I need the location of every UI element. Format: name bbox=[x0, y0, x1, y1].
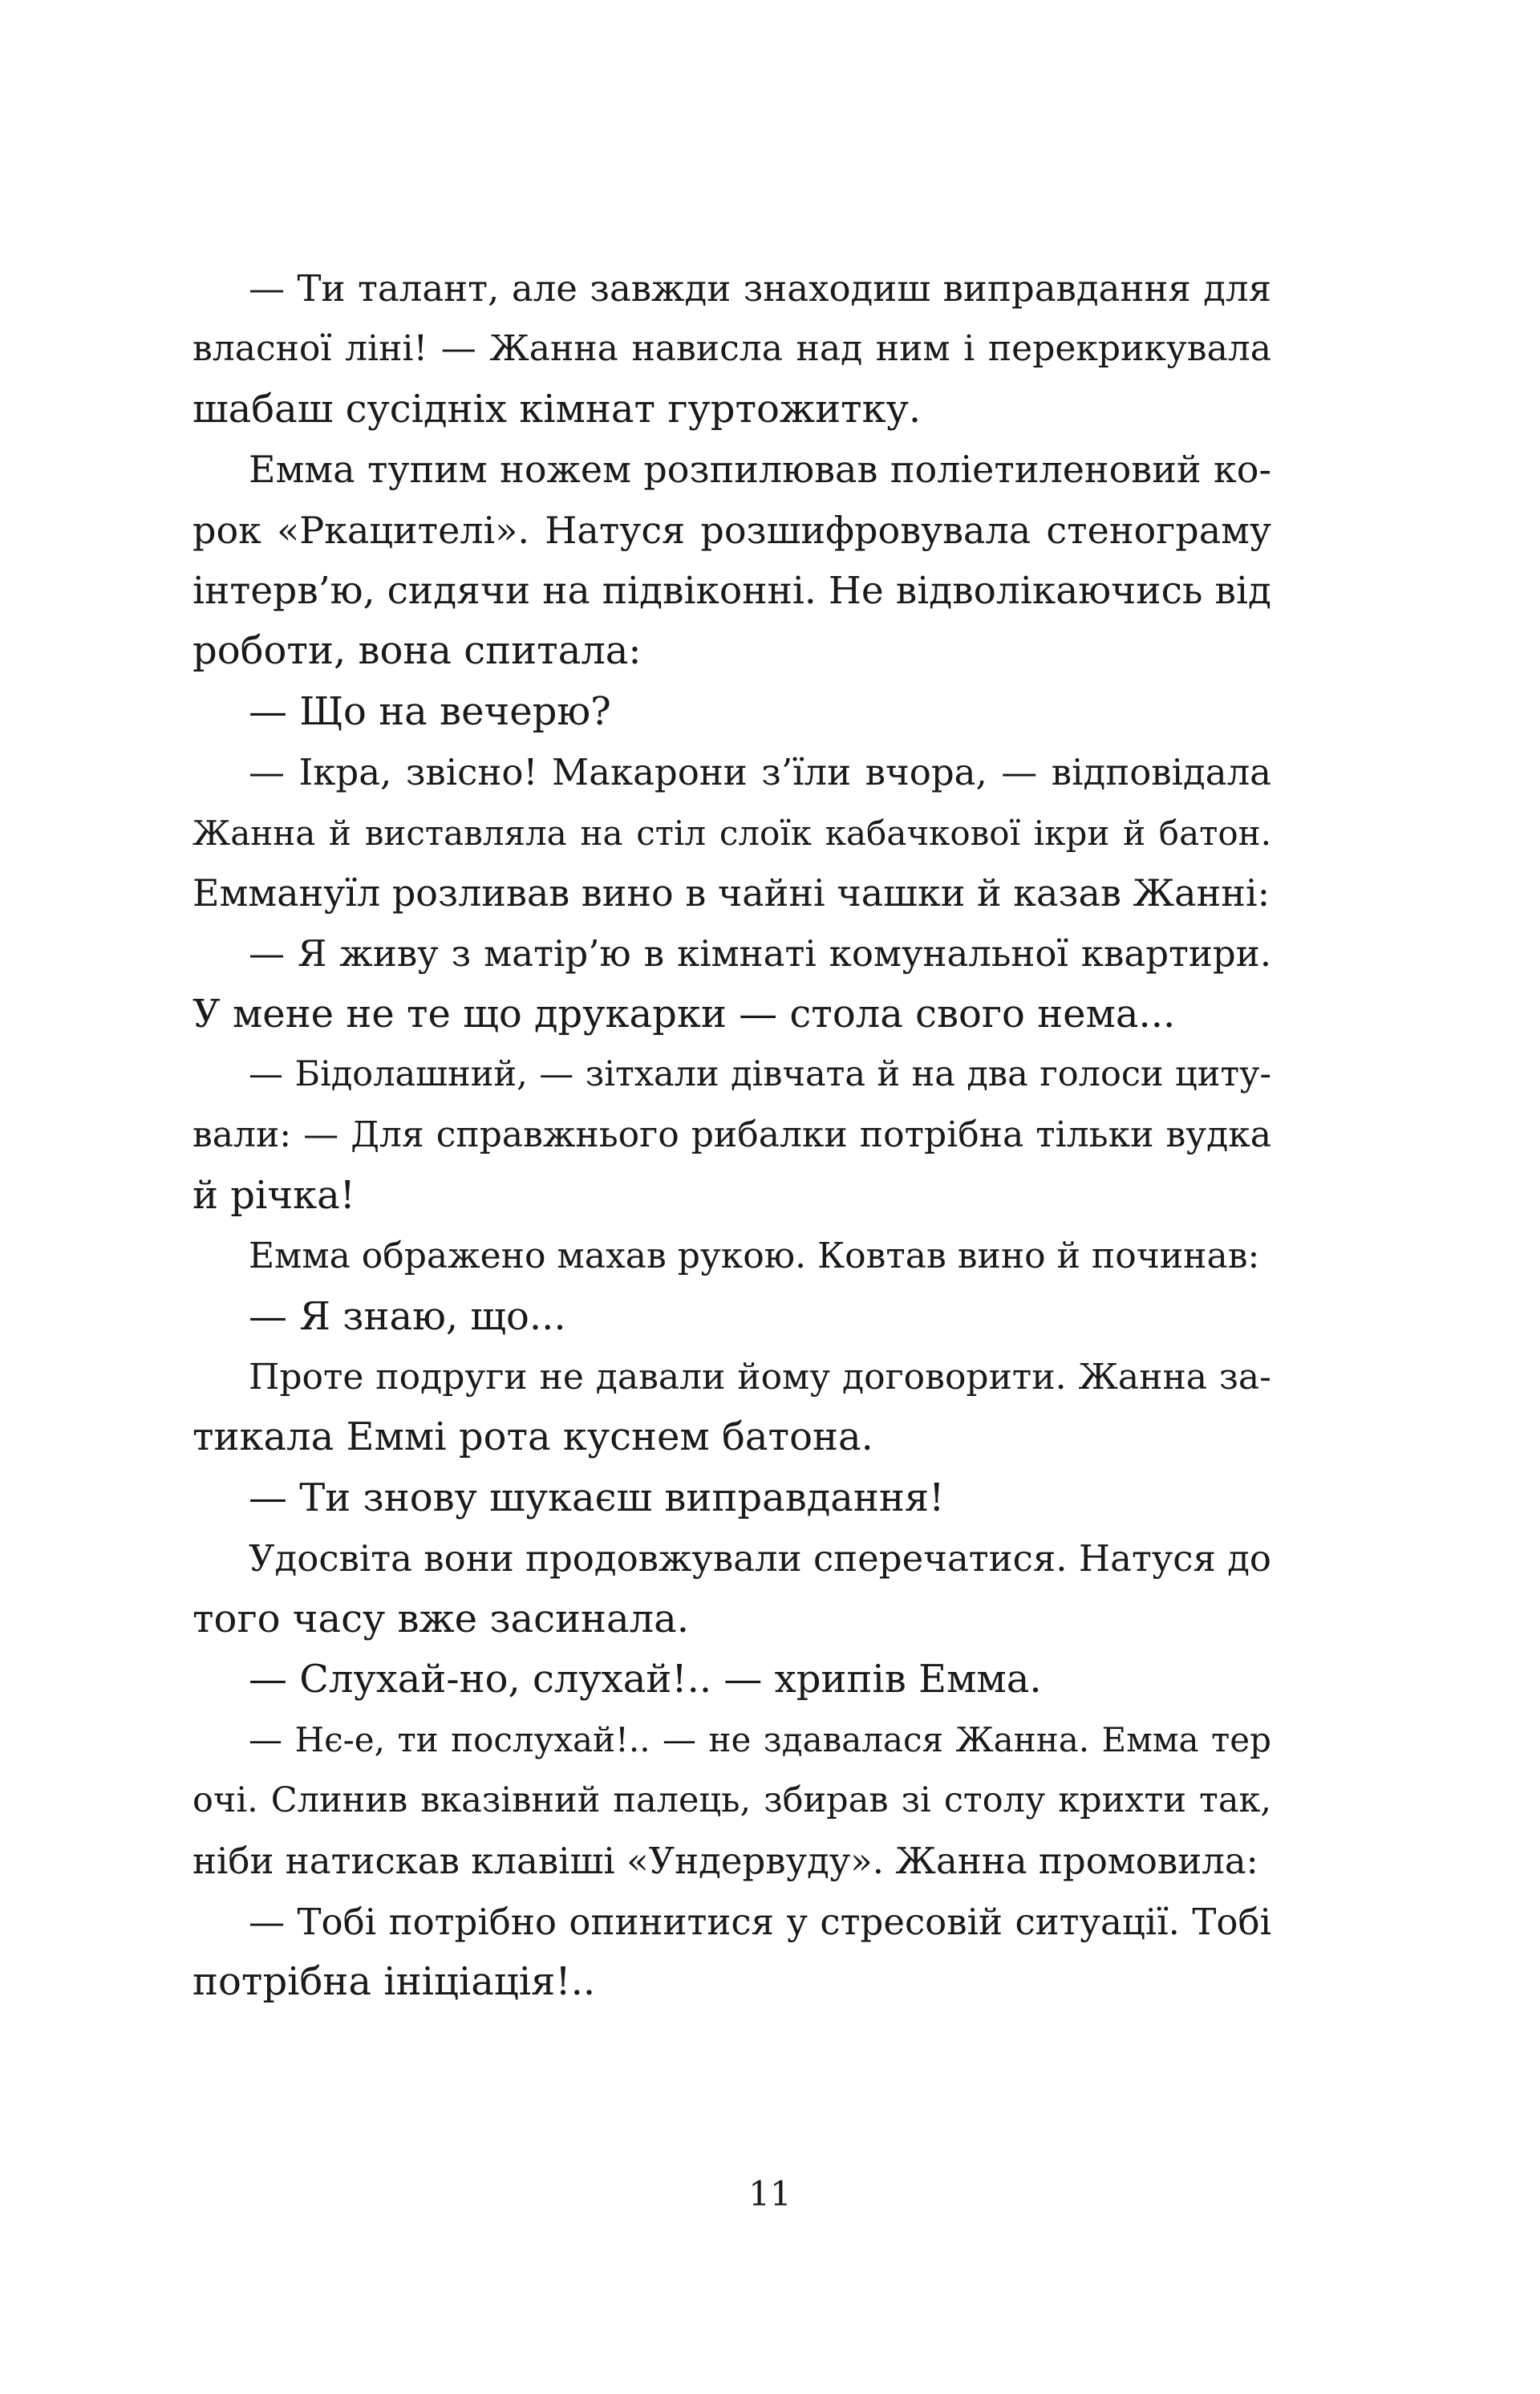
text-line: — Я живу з матір’ю в кімнаті комунальної квартири. bbox=[249, 932, 1271, 976]
text-line: — Ти знову шукаєш виправдання! bbox=[249, 1475, 945, 1520]
text-line: вали: — Для справжнього рибалки потрібна тільки вудка bbox=[192, 1114, 1271, 1156]
text-line: — Ікра, звісно! Макарони з’їли вчора, — відповідала bbox=[249, 751, 1271, 794]
text-line: тикала Еммі рота куснем батона. bbox=[192, 1414, 873, 1460]
text-line: Жанна й виставляла на стіл слоїк кабачкової ікри й батон. bbox=[192, 813, 1271, 853]
text-line: У мене не те що друкарки — стола свого нема... bbox=[192, 991, 1176, 1037]
text-line: Емма ображено махав рукою. Ковтав вино й починав: bbox=[249, 1236, 1260, 1277]
text-line: Емма тупим ножем розпилював поліетиленовий ко- bbox=[249, 448, 1271, 492]
text-line: — Слухай-но, слухай!.. — хрипів Емма. bbox=[249, 1656, 1042, 1702]
page-number: 11 bbox=[748, 2174, 792, 2213]
text-line: — Бідолашний, — зітхали дівчата й на два голоси циту- bbox=[249, 1054, 1271, 1095]
text-line: — Що на вечерю? bbox=[249, 688, 611, 734]
text-line: Проте подруги не давали йому договорити. Жанна за- bbox=[249, 1357, 1271, 1398]
text-line: очі. Слинив вказівний палець, збирав зі столу крихти так, bbox=[192, 1779, 1271, 1820]
text-line: — Тобі потрібно опинитися у стресовій ситуації. Тобі bbox=[249, 1900, 1271, 1943]
text-line: роботи, вона спитала: bbox=[192, 628, 642, 674]
text-line: потрібна ініціація!.. bbox=[192, 1958, 596, 2004]
text-line: й річка! bbox=[192, 1172, 355, 1218]
text-line: шабаш сусідніх кімнат гуртожитку. bbox=[192, 386, 922, 432]
text-line: — Нє-е, ти послухай!.. — не здавалася Жанна. Емма тер bbox=[249, 1720, 1271, 1760]
text-line: — Я знаю, що... bbox=[249, 1293, 566, 1339]
text-line: Еммануїл розливав вино в чайні чашки й казав Жанні: bbox=[192, 870, 1270, 915]
text-line: рок «Ркацителі». Натуся розшифровувала стенограму bbox=[192, 508, 1271, 552]
text-line: власної ліні! — Жанна нависла над ним і перекрикувала bbox=[192, 328, 1271, 370]
text-line: того часу вже засинала. bbox=[192, 1596, 689, 1641]
text-line: — Ти талант, але завжди знаходиш виправдання для bbox=[249, 267, 1271, 310]
text-line: інтерв’ю, сидячи на підвіконні. Не відволікаючись від bbox=[192, 568, 1271, 613]
text-line: ніби натискав клавіші «Ундервуду». Жанна промовила: bbox=[192, 1840, 1258, 1883]
body-text bbox=[192, 258, 1271, 2012]
text-line: Удосвіта вони продовжували сперечатися. Натуся до bbox=[249, 1537, 1272, 1580]
